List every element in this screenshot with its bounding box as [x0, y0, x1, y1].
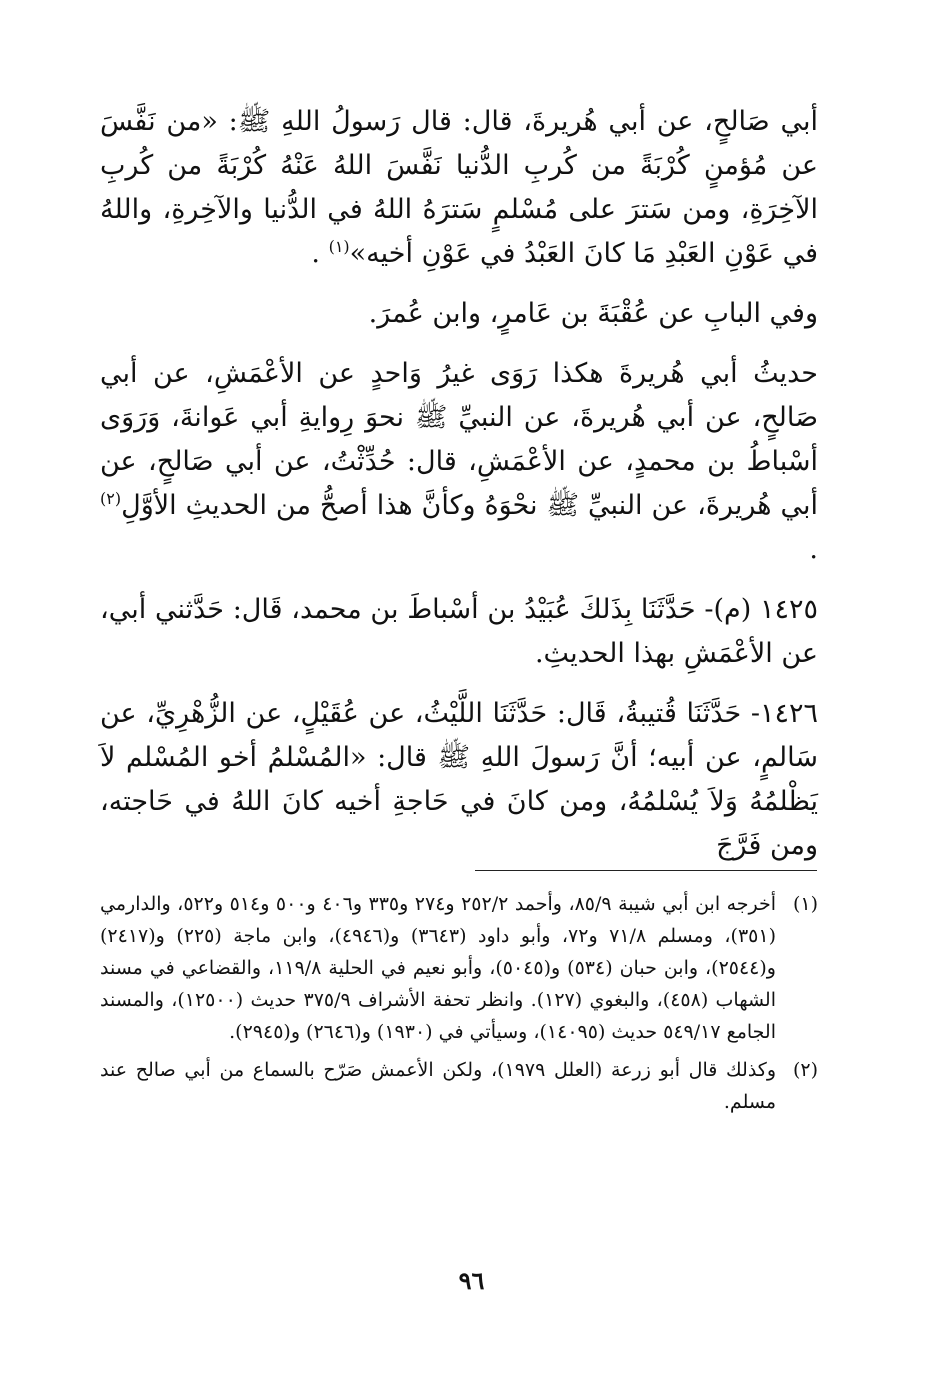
paragraph-hadith-1425 [100, 588, 818, 676]
paragraph-text: وفي البابِ عن عُقْبَةَ بن عَامرٍ، وابن عُمرَ. [368, 298, 818, 329]
page-number: ٩٦ [458, 1266, 485, 1295]
paragraph-text: ١٤٢٦- حَدَّثَنَا قُتيبةُ، قَال: حَدَّثَنَا اللَّيْثُ، عن عُقَيْلٍ، عن الزُّهْرِيِّ، عن سَالمٍ، عن أبيه؛ أنَّ رَسولَ اللهِ ﷺ قال: «المُسْلمُ أخو المُسْلم لاَ يَظْلمُهُ وَلاَ يُسْلمُهُ، ومن كانَ في حَاجةِ أخيه كانَ اللهُ في حَاجته، ومن فَرَّجَ [100, 698, 818, 861]
footnote-text: وكذلك قال أبو زرعة (العلل ١٩٧٩)، ولكن الأعمش صَرّح بالسماع من أبي صالح عند مسلم. [100, 1059, 777, 1113]
footnote-number: (٢) [792, 1059, 818, 1081]
paragraph-end: . [809, 534, 818, 565]
main-text [100, 100, 818, 884]
paragraph-text: أبي صَالحٍ، عن أبي هُريرةَ، قال: قال رَسولُ اللهِ ﷺ: «من نَفَّسَ عن مُؤمنٍ كُرْبَةً من كُربِ الدُّنيا نَفَّسَ اللهُ عَنْهُ كُرْبَةً من كُربِ الآخِرَةِ، ومن سَترَ على مُسْلمٍ سَترَهُ اللهُ في الدُّنيا والآخِرةِ، واللهُ في عَوْنِ العَبْدِ مَا كانَ العَبْدُ في عَوْنِ أخيه» [100, 106, 818, 269]
footnote-reference-2: (٢) [100, 489, 122, 508]
footnote-text: أخرجه ابن أبي شيبة ٨٥/٩، وأحمد ٢٥٢/٢ و٢٧٤ و٣٣٥ و٤٠٦ و٥٠٠ و٥١٤ و٥٢٢، والدارمي (٣٥١)، ومسلم ٧١/٨ و٧٢، وأبو داود (٣٦٤٣) و(٤٩٤٦)، وابن ماجة (٢٢٥) و(٢٤١٧) و(٢٥٤٤)، وابن حبان (٥٣٤) و(٥٠٤٥)، وأبو نعيم في الحلية ١١٩/٨، والقضاعي في مسند الشهاب (٤٥٨)، والبغوي (١٢٧). وانظر تحفة الأشراف ٣٧٥/٩ حديث (١٢٥٠٠)، والمسند الجامع ٥٤٩/١٧ حديث (١٤٠٩٥)، وسيأتي في (١٩٣٠) و(٢٦٤٦) و(٢٩٤٥). [100, 893, 777, 1043]
paragraph-hadith-1424 [100, 100, 818, 276]
footnote-1 [100, 888, 818, 1048]
footnote-reference-1: (١) [328, 237, 350, 256]
footnote-2 [100, 1054, 818, 1118]
footnote-divider [475, 870, 817, 871]
paragraph-isnad-commentary [100, 352, 818, 572]
paragraph-chapter-note [100, 292, 818, 336]
paragraph-text: حديثُ أبي هُريرةَ هكذا رَوَى غيرُ وَاحدٍ عن الأعْمَشِ، عن أبي صَالحٍ، عن أبي هُريرةَ، عن النبيِّ ﷺ نحوَ رِوايةِ أبي عَوانةَ، وَرَوَى أسْباطُ بن محمدٍ، عن الأعْمَشِ، قال: حُدِّثْتُ، عن أبي صَالحٍ، عن أبي هُريرةَ، عن النبيِّ ﷺ نحْوَهُ وكأنَّ هذا أصحُّ من الحديثِ الأوَّلِ [100, 358, 818, 521]
footnotes [100, 888, 818, 1124]
paragraph-end: . [311, 238, 329, 269]
paragraph-hadith-1426 [100, 692, 818, 868]
footnote-number: (١) [792, 893, 818, 915]
paragraph-text: ١٤٢٥ (م)- حَدَّثَنَا بِذَلكَ عُبَيْدُ بن أسْباطَ بن محمد، قَال: حَدَّثني أبي، عن الأعْمَشِ بهذا الحديثِ. [100, 594, 818, 669]
